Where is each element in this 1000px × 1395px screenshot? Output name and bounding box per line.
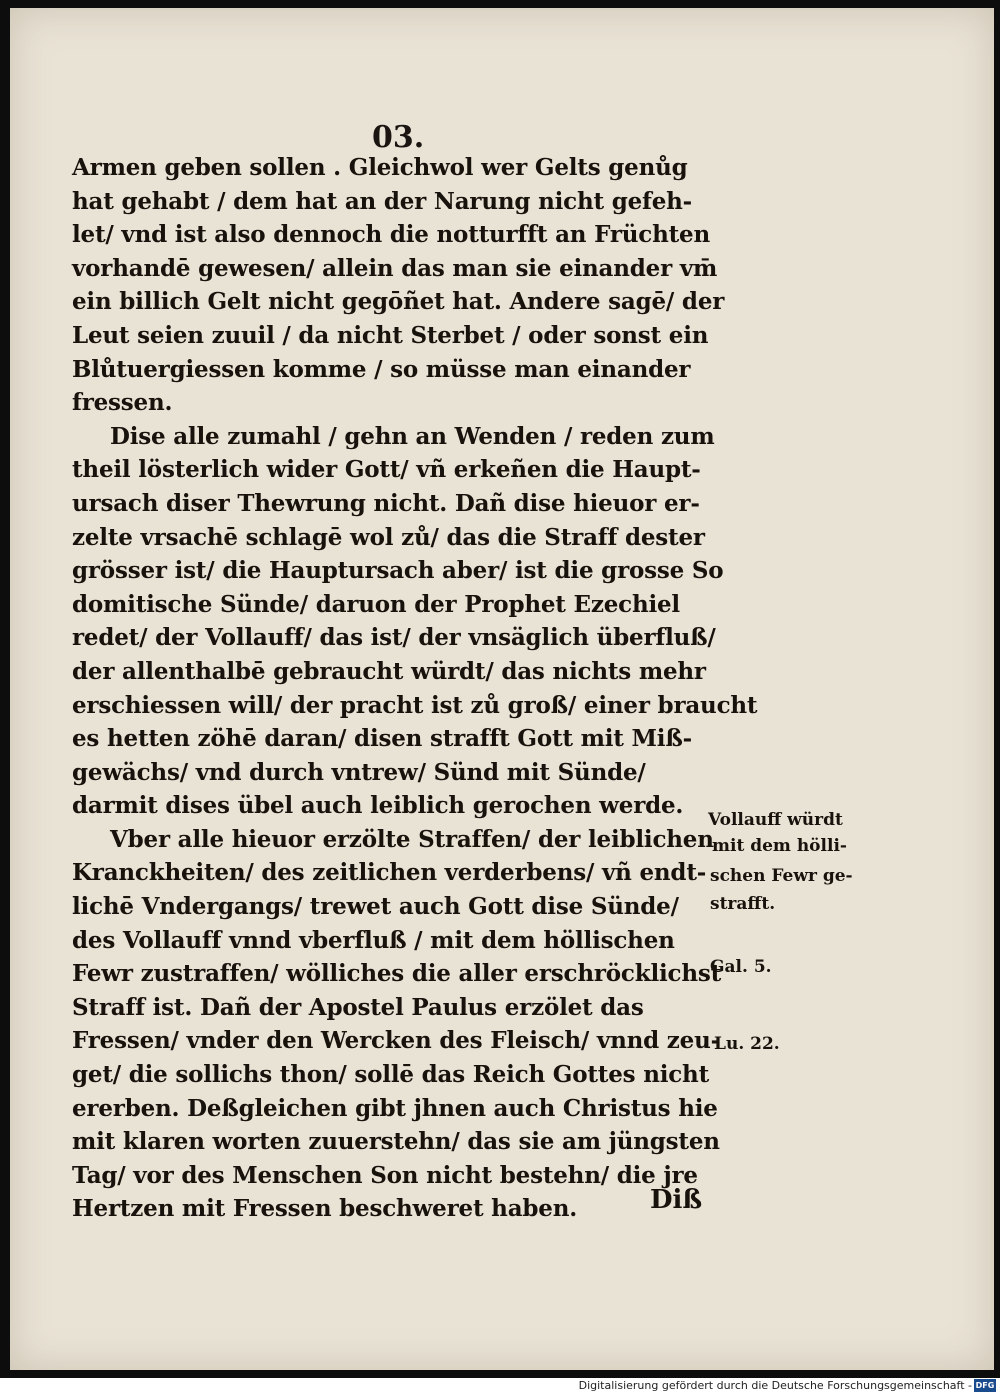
text-line: ein billich Gelt nicht gegōñet hat. Andere sagē/ der: [72, 288, 725, 316]
margin-note: Gal. 5.: [710, 957, 772, 977]
text-line: der allenthalbē gebraucht würdt/ das nichts mehr: [72, 657, 706, 685]
text-line: Vber alle hieuor erzölte Straffen/ der leiblichen: [110, 825, 714, 853]
text-line: Fressen/ vnder den Wercken des Fleisch/ vnnd zeu-: [72, 1027, 720, 1055]
text-line: es hetten zöhē daran/ disen strafft Gott mit Miß-: [72, 725, 692, 753]
text-line: gewächs/ vnd durch vntrew/ Sünd mit Sünde/: [72, 758, 646, 786]
text-line: lichē Vndergangs/ trewet auch Gott dise Sünde/: [72, 893, 679, 921]
book-page: [10, 8, 994, 1370]
text-line: Fewr zustraffen/ wölliches die aller erschröcklichst: [72, 960, 722, 988]
text-line: des Vollauff vnnd vberfluß / mit dem höllischen: [72, 926, 675, 954]
margin-note: mit dem hölli-: [712, 836, 847, 856]
text-line: Leut seien zuuil / da nicht Sterbet / oder sonst ein: [72, 321, 709, 349]
margin-note: strafft.: [710, 894, 776, 914]
text-line: let/ vnd ist also dennoch die notturfft an Früchten: [72, 221, 711, 249]
text-line: Dise alle zumahl / gehn an Wenden / reden zum: [110, 422, 715, 450]
page-number: 03.: [372, 120, 425, 155]
text-line: Hertzen mit Fressen beschweret haben.: [72, 1195, 578, 1223]
text-line: ererben. Deßgleichen gibt jhnen auch Christus hie: [72, 1094, 718, 1122]
margin-note: Lu. 22.: [714, 1034, 780, 1054]
catchword: Diß: [650, 1185, 703, 1215]
margin-note: Vollauff würdt: [708, 810, 843, 830]
footer: [0, 1378, 1000, 1395]
text-line: grösser ist/ die Hauptursach aber/ ist die grosse So: [72, 557, 724, 585]
footer-funding-text: Digitalisierung gefördert durch die Deutsche Forschungsgemeinschaft -: [578, 1379, 972, 1392]
text-line: ursach diser Thewrung nicht. Dañ dise hieuor er-: [72, 489, 700, 517]
text-line: Tag/ vor des Menschen Son nicht bestehn/ die jre: [72, 1161, 698, 1189]
text-line: hat gehabt / dem hat an der Narung nicht gefeh-: [72, 187, 693, 215]
text-line: erschiessen will/ der pracht ist zů groß/ einer braucht: [72, 691, 758, 719]
text-line: vorhandē gewesen/ allein das man sie einander vm̄: [72, 254, 718, 282]
text-line: Straff ist. Dañ der Apostel Paulus erzölet das: [72, 993, 644, 1021]
text-line: fressen.: [72, 389, 173, 417]
text-line: mit klaren worten zuuerstehn/ das sie am jüngsten: [72, 1128, 720, 1156]
text-line: Blůtuergiessen komme / so müsse man einander: [72, 355, 691, 383]
text-line: theil lösterlich wider Gott/ vñ erkeñen die Haupt-: [72, 456, 701, 484]
text-line: domitische Sünde/ daruon der Prophet Ezechiel: [72, 590, 680, 618]
text-line: Armen geben sollen . Gleichwol wer Gelts genůg: [72, 154, 688, 181]
dfg-logo: DFG: [975, 1381, 995, 1390]
text-line: get/ die sollichs thon/ sollē das Reich Gottes nicht: [72, 1061, 710, 1089]
text-line: redet/ der Vollauff/ das ist/ der vnsäglich überfluß/: [72, 624, 716, 652]
text-line: darmit dises übel auch leiblich gerochen werde.: [72, 792, 684, 820]
margin-note: schen Fewr ge-: [710, 866, 853, 886]
text-line: Kranckheiten/ des zeitlichen verderbens/ vñ endt-: [72, 859, 707, 887]
text-line: zelte vrsachē schlagē wol zů/ das die Straff dester: [72, 523, 705, 551]
